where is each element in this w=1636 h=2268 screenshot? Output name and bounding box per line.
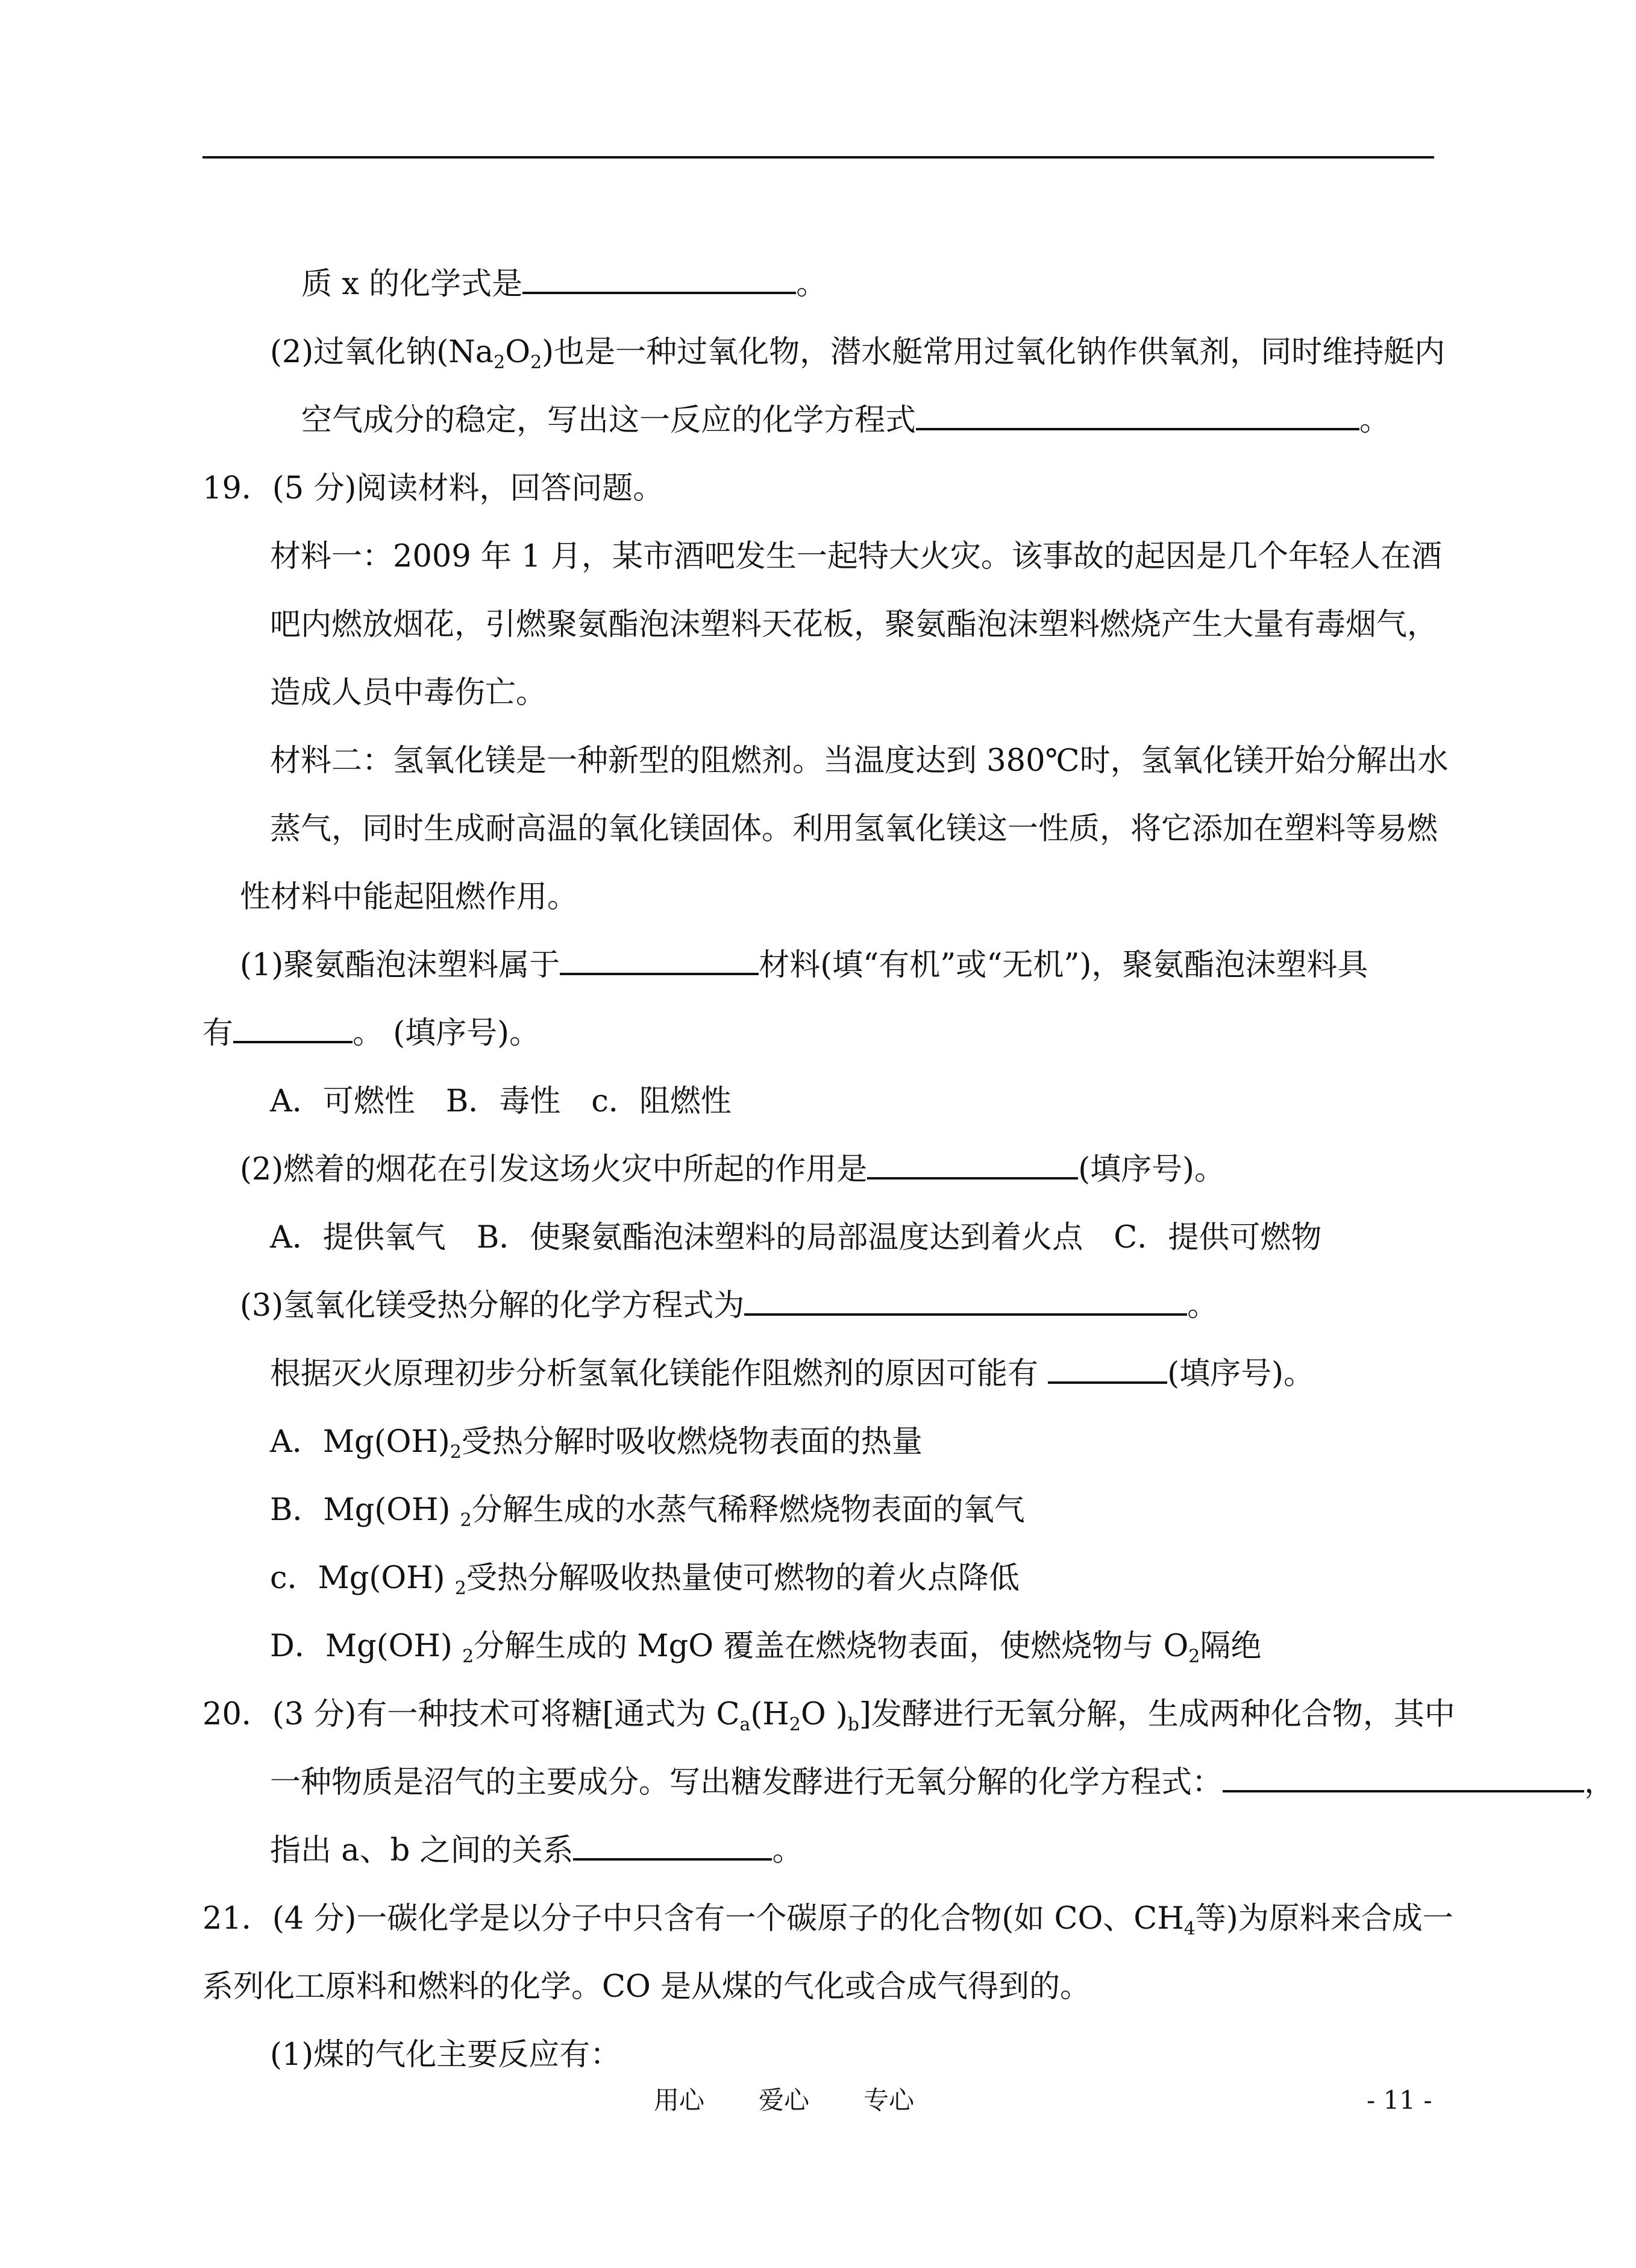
- answer-blank: [522, 265, 796, 294]
- option-line: B．Mg(OH) $_2$分解生成的水蒸气稀释燃烧物表面的氧气: [270, 1492, 1025, 1531]
- answer-blank: [916, 401, 1359, 430]
- answer-blank: [744, 1287, 1187, 1316]
- text-line: 质 x 的化学式是 。: [301, 266, 827, 302]
- footer-word: 爱心: [759, 2085, 810, 2115]
- answer-blank: [560, 946, 759, 975]
- text-line: A．可燃性 B．毒性 c．阻燃性: [270, 1084, 732, 1119]
- answer-blank: [233, 1014, 353, 1043]
- option-line: D．Mg(OH) $_2$分解生成的 MgO 覆盖在燃烧物表面，使燃烧物与 $O_2$隔绝: [270, 1629, 1262, 1667]
- text-line: 有 。 (填序号)。: [202, 1016, 541, 1051]
- page-number: - 11 -: [1367, 2085, 1432, 2115]
- text-line: 蒸气，同时生成耐高温的氧化镁固体。利用氢氧化镁这一性质，将它添加在塑料等易燃: [270, 811, 1438, 847]
- question-21-title: 21．(4 分)一碳化学是以分子中只含有一个碳原子的化合物(如 CO、$CH_4$等)为原料来合成一: [202, 1901, 1453, 1940]
- answer-blank: [867, 1151, 1078, 1180]
- question-20-title: 20．(3 分)有一种技术可将糖[通式为 $C_a(H_2O$ )$_b$]发酵进行无氧分解，生成两种化合物，其中: [202, 1697, 1455, 1735]
- text-line: (2)燃着的烟花在引发这场火灾中所起的作用是 (填序号)。: [240, 1152, 1226, 1187]
- text-line: 指出 a、b 之间的关系 。: [270, 1833, 803, 1868]
- text-line: (2)过氧化钠$(Na_2O_2)$也是一种过氧化物，潜水艇常用过氧化钠作供氧剂，同时维持艇内: [270, 335, 1446, 373]
- text-line: (1)聚氨酯泡沫塑料属于 材料(填“有机”或“无机”)，聚氨酯泡沫塑料具: [240, 947, 1368, 983]
- text-line: 造成人员中毒伤亡。: [270, 675, 547, 711]
- option-line: c．Mg(OH) $_2$受热分解吸收热量使可燃物的着火点降低: [270, 1560, 1020, 1599]
- answer-blank: [573, 1832, 772, 1861]
- text-line: 性材料中能起阻燃作用。: [240, 879, 578, 915]
- text-line: 系列化工原料和燃料的化学。CO 是从煤的气化或合成气得到的。: [202, 1969, 1091, 2005]
- header-rule: [202, 156, 1434, 159]
- text-line: 吧内燃放烟花，引燃聚氨酯泡沫塑料天花板，聚氨酯泡沫塑料燃烧产生大量有毒烟气，: [270, 607, 1438, 642]
- text-line: A．提供氧气 B．使聚氨酯泡沫塑料的局部温度达到着火点 C．提供可燃物: [270, 1220, 1322, 1255]
- option-line: A．$Mg(OH)_2$受热分解时吸收燃烧物表面的热量: [270, 1424, 923, 1463]
- text-line: (1)煤的气化主要反应有：: [270, 2037, 621, 2073]
- footer-word: 专心: [863, 2085, 915, 2115]
- footer-motto: [654, 2084, 914, 2117]
- answer-blank: [1223, 1764, 1584, 1792]
- text-line: 空气成分的稳定，写出这一反应的化学方程式 。: [301, 403, 1391, 438]
- text-line: 材料一：2009 年 1 月，某市酒吧发生一起特大火灾。该事故的起因是几个年轻人在酒: [270, 539, 1442, 574]
- answer-blank: [1048, 1355, 1167, 1384]
- text-line: (3)氢氧化镁受热分解的化学方程式为 。: [240, 1288, 1218, 1324]
- footer-word: 用心: [654, 2085, 705, 2115]
- text-line: 根据灭火原理初步分析氢氧化镁能作阻燃剂的原因可能有 (填序号)。: [270, 1356, 1315, 1392]
- text-line: 材料二：氢氧化镁是一种新型的阻燃剂。当温度达到 380℃时，氢氧化镁开始分解出水: [270, 743, 1449, 779]
- question-19-title: 19．(5 分)阅读材料，回答问题。: [202, 471, 664, 506]
- text-line: 一种物质是沼气的主要成分。写出糖发酵进行无氧分解的化学方程式： ，: [270, 1765, 1616, 1800]
